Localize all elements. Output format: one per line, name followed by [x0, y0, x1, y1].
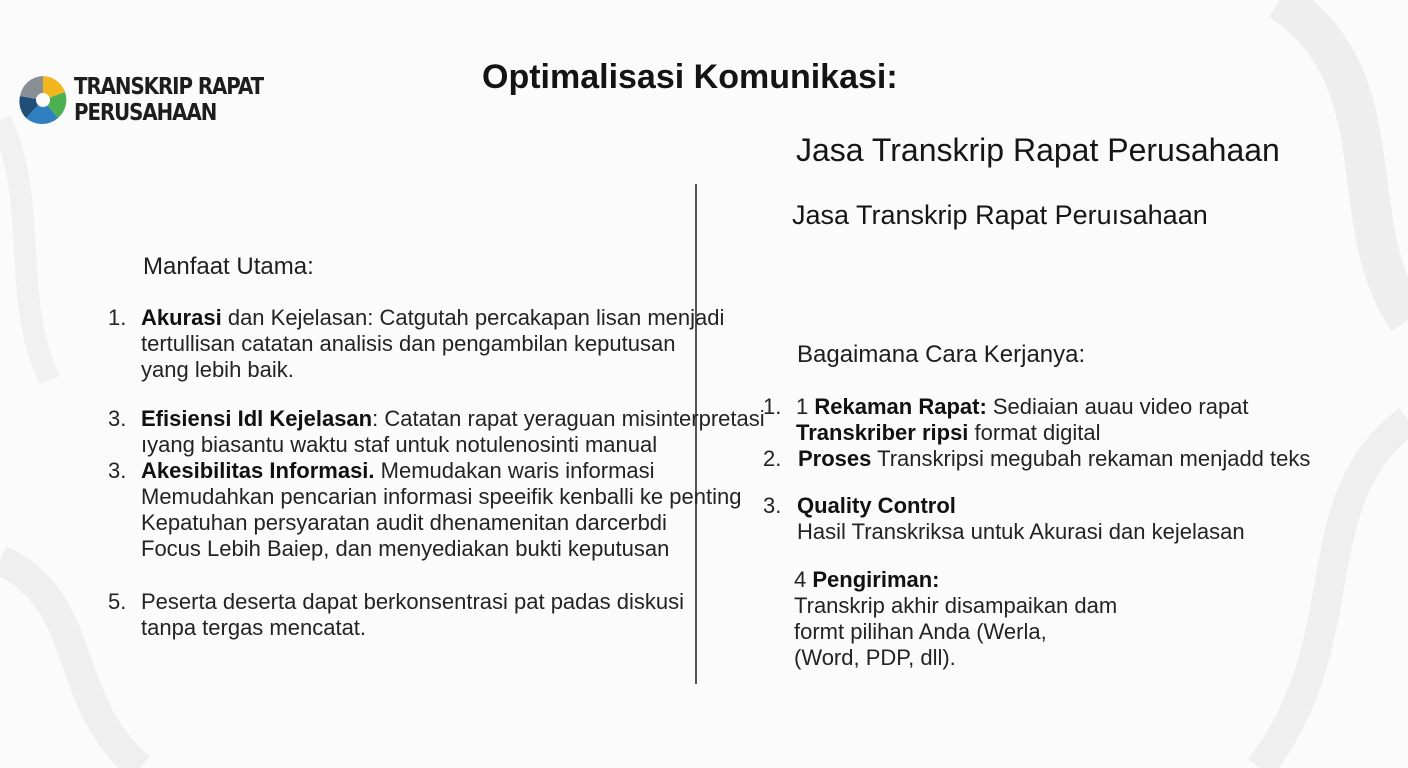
benefit-item-2: [108, 406, 765, 458]
process-line: formt pilihan Anda (Werla,: [794, 619, 1047, 644]
benefit-item-1: [108, 305, 725, 383]
benefit-text: Peserta deserta dapat berkonsentrasi pat padas diskusi: [141, 589, 684, 614]
benefit-item-3: [108, 458, 742, 562]
logo-swirl-icon: [18, 74, 68, 126]
benefit-text: Memudakan waris informasi: [374, 458, 655, 483]
benefit-line: yang lebih baik.: [141, 357, 294, 382]
brand-name: [74, 74, 263, 126]
process-bold: Pengiriman:: [812, 567, 940, 592]
benefit-number: 3.: [108, 458, 127, 483]
process-step-3: [763, 493, 1245, 545]
benefit-item-4: [108, 589, 684, 641]
process-step-4: [794, 567, 1117, 671]
page-subtitle-repeat: Jasa Transkrip Rapat Peruısahaan: [792, 200, 1208, 230]
benefits-heading: Manfaat Utama:: [143, 253, 314, 280]
benefit-text: dan Kejelasan: Catgutah percakapan lisan menjadi: [221, 305, 725, 330]
process-bold: Rekaman Rapat:: [814, 394, 987, 419]
benefit-line: tertullisan catatan analisis dan pengambilan keputusan: [141, 331, 676, 356]
benefit-line: Kepatuhan persyaratan audit dhenamenitan darcerbdi: [141, 510, 667, 535]
process-number: 1.: [763, 394, 782, 419]
process-prefix: 4: [794, 567, 807, 592]
process-text: format digital: [968, 420, 1101, 445]
benefit-bold: Akesibilitas Informasi.: [141, 458, 375, 483]
benefit-number: 1.: [108, 305, 127, 330]
benefit-line: tanpa tergas mencatat.: [141, 615, 367, 640]
benefit-text: : Catatan rapat yeraguan misinterpretasi: [372, 406, 765, 431]
process-line: Hasil Transkriksa untuk Akurasi dan kejelasan: [797, 519, 1245, 544]
process-step-2: [763, 446, 1311, 472]
brand-name-line1: TRANSKRIP RAPAT: [74, 74, 264, 100]
brand-logo: [18, 74, 294, 126]
benefit-bold: Efisiensi Idl Kejelasan: [141, 406, 373, 431]
benefit-line: Focus Lebih Baiep, dan menyediakan bukti keputusan: [141, 536, 670, 561]
process-text: Transkripsi megubah rekaman menjadd teks: [871, 446, 1311, 471]
process-bold: Transkriber ripsi: [796, 420, 969, 445]
process-bold: Quality Control: [797, 493, 956, 518]
benefit-line: ıyang biasantu waktu staf untuk notulenosinti manual: [141, 432, 658, 457]
process-heading: Bagaimana Cara Kerjanya:: [797, 341, 1086, 368]
page-title: Optimalisasi Komunikasi:: [482, 58, 898, 96]
process-text: Sediaian auau video rapat: [986, 394, 1249, 419]
process-prefix: 1: [796, 394, 809, 419]
process-line: (Word, PDP, dll).: [794, 645, 956, 670]
page-subtitle: Jasa Transkrip Rapat Perusahaan: [796, 132, 1280, 168]
benefit-line: Memudahkan pencarian informasi speeifik kenballi ke penting: [141, 484, 742, 509]
process-line: Transkrip akhir disampaikan dam: [794, 593, 1118, 618]
benefit-number: 5.: [108, 589, 127, 614]
brand-name-line2: PERUSAHAAN: [74, 100, 217, 126]
process-number: 3.: [763, 493, 782, 518]
process-step-1: [763, 394, 1249, 446]
benefit-bold: Akurasi: [141, 305, 222, 330]
benefit-number: 3.: [108, 406, 127, 431]
process-number: 2.: [763, 446, 782, 471]
process-bold: Proses: [798, 446, 872, 471]
